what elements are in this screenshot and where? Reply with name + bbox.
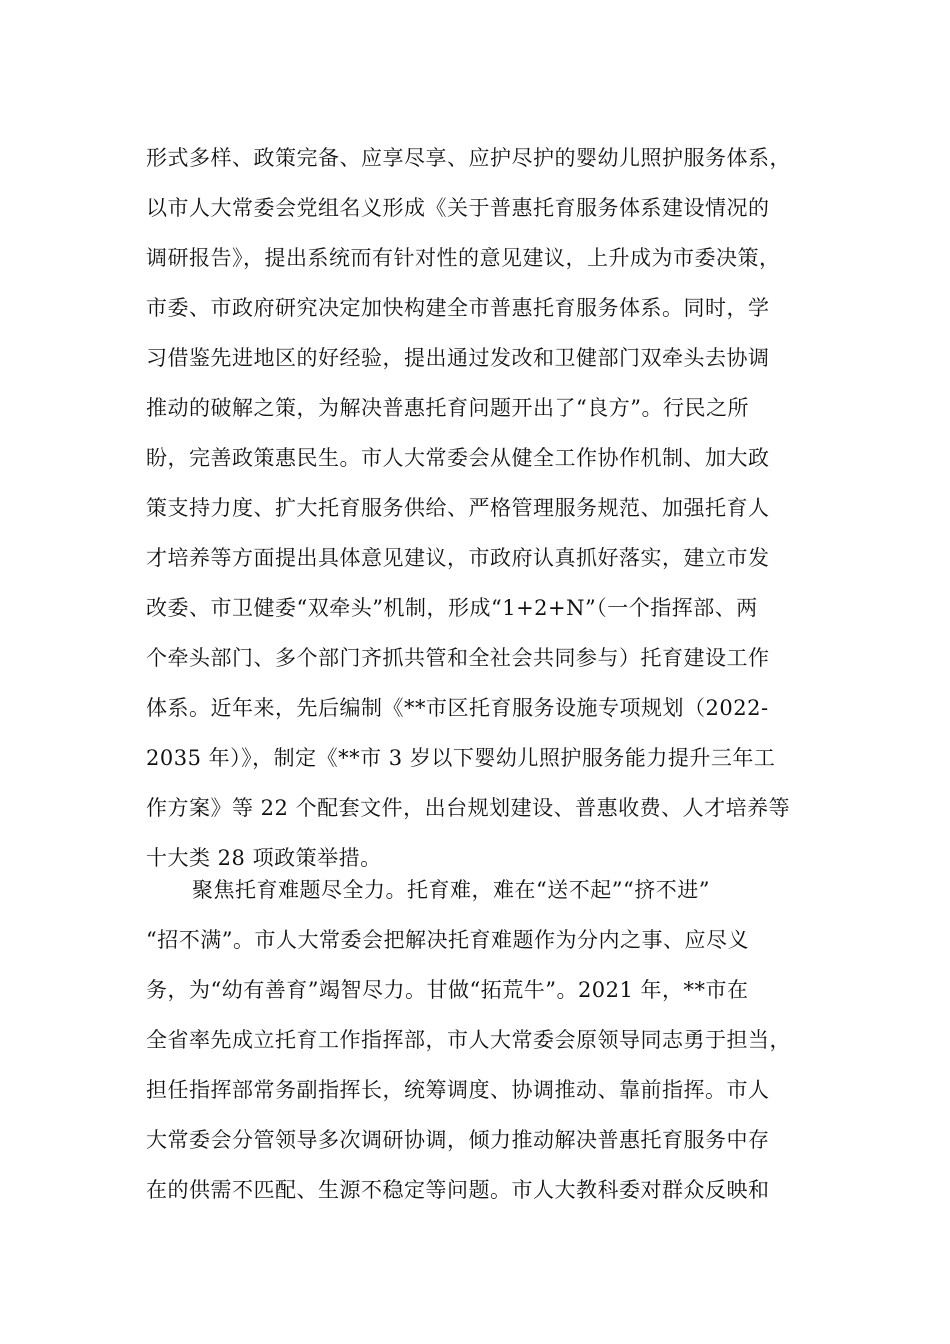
text-line: 调研报告》，提出系统而有针对性的意见建议，上升成为市委决策， bbox=[146, 246, 781, 270]
text-line: 2035 年）》，制定《**市 3 岁以下婴幼儿照护服务能力提升三年工 bbox=[146, 746, 776, 770]
paragraph-2 bbox=[146, 865, 826, 1215]
text-line: 推动的破解之策，为解决普惠托育问题开出了“良方”。行民之所 bbox=[146, 396, 749, 420]
text-line: 作方案》等 22 个配套文件，出台规划建设、普惠收费、人才培养等 bbox=[146, 796, 791, 820]
text-line: 十大类 28 项政策举措。 bbox=[146, 846, 382, 870]
text-line: 全省率先成立托育工作指挥部，市人大常委会原领导同志勇于担当， bbox=[146, 1028, 791, 1052]
text-line: 改委、市卫健委“双牵头”机制，形成“1+2+N”（一个指挥部、两 bbox=[146, 596, 758, 620]
text-line: 个牵头部门、多个部门齐抓共管和全社会共同参与）托育建设工作 bbox=[146, 646, 770, 670]
text-line: 策支持力度、扩大托育服务供给、严格管理服务规范、加强托育人 bbox=[146, 496, 770, 520]
paragraph-1 bbox=[146, 133, 826, 883]
text-line: 务，为“幼有善育”竭智尽力。甘做“拓荒牛”。2021 年，**市在 bbox=[146, 978, 749, 1002]
text-line: 体系。近年来，先后编制《**市区托育服务设施专项规划（2022- bbox=[146, 696, 769, 720]
text-line: 盼，完善政策惠民生。市人大常委会从健全工作协作机制、加大政 bbox=[146, 446, 770, 470]
text-line: 聚焦托育难题尽全力。托育难，难在“送不起”“挤不进” bbox=[192, 878, 710, 902]
text-line: 才培养等方面提出具体意见建议，市政府认真抓好落实，建立市发 bbox=[146, 546, 770, 570]
text-line: 形式多样、政策完备、应享尽享、应护尽护的婴幼儿照护服务体系， bbox=[146, 146, 791, 170]
text-line: 在的供需不匹配、生源不稳定等问题。市人大教科委对群众反映和 bbox=[146, 1178, 770, 1202]
text-line: 市委、市政府研究决定加快构建全市普惠托育服务体系。同时，学 bbox=[146, 296, 770, 320]
text-line: 大常委会分管领导多次调研协调，倾力推动解决普惠托育服务中存 bbox=[146, 1128, 770, 1152]
text-line: “招不满”。市人大常委会把解决托育难题作为分内之事、应尽义 bbox=[146, 928, 749, 952]
text-line: 以市人大常委会党组名义形成《关于普惠托育服务体系建设情况的 bbox=[146, 196, 770, 220]
text-line: 习借鉴先进地区的好经验，提出通过发改和卫健部门双牵头去协调 bbox=[146, 346, 770, 370]
text-line: 担任指挥部常务副指挥长，统筹调度、协调推动、靠前指挥。市人 bbox=[146, 1078, 770, 1102]
